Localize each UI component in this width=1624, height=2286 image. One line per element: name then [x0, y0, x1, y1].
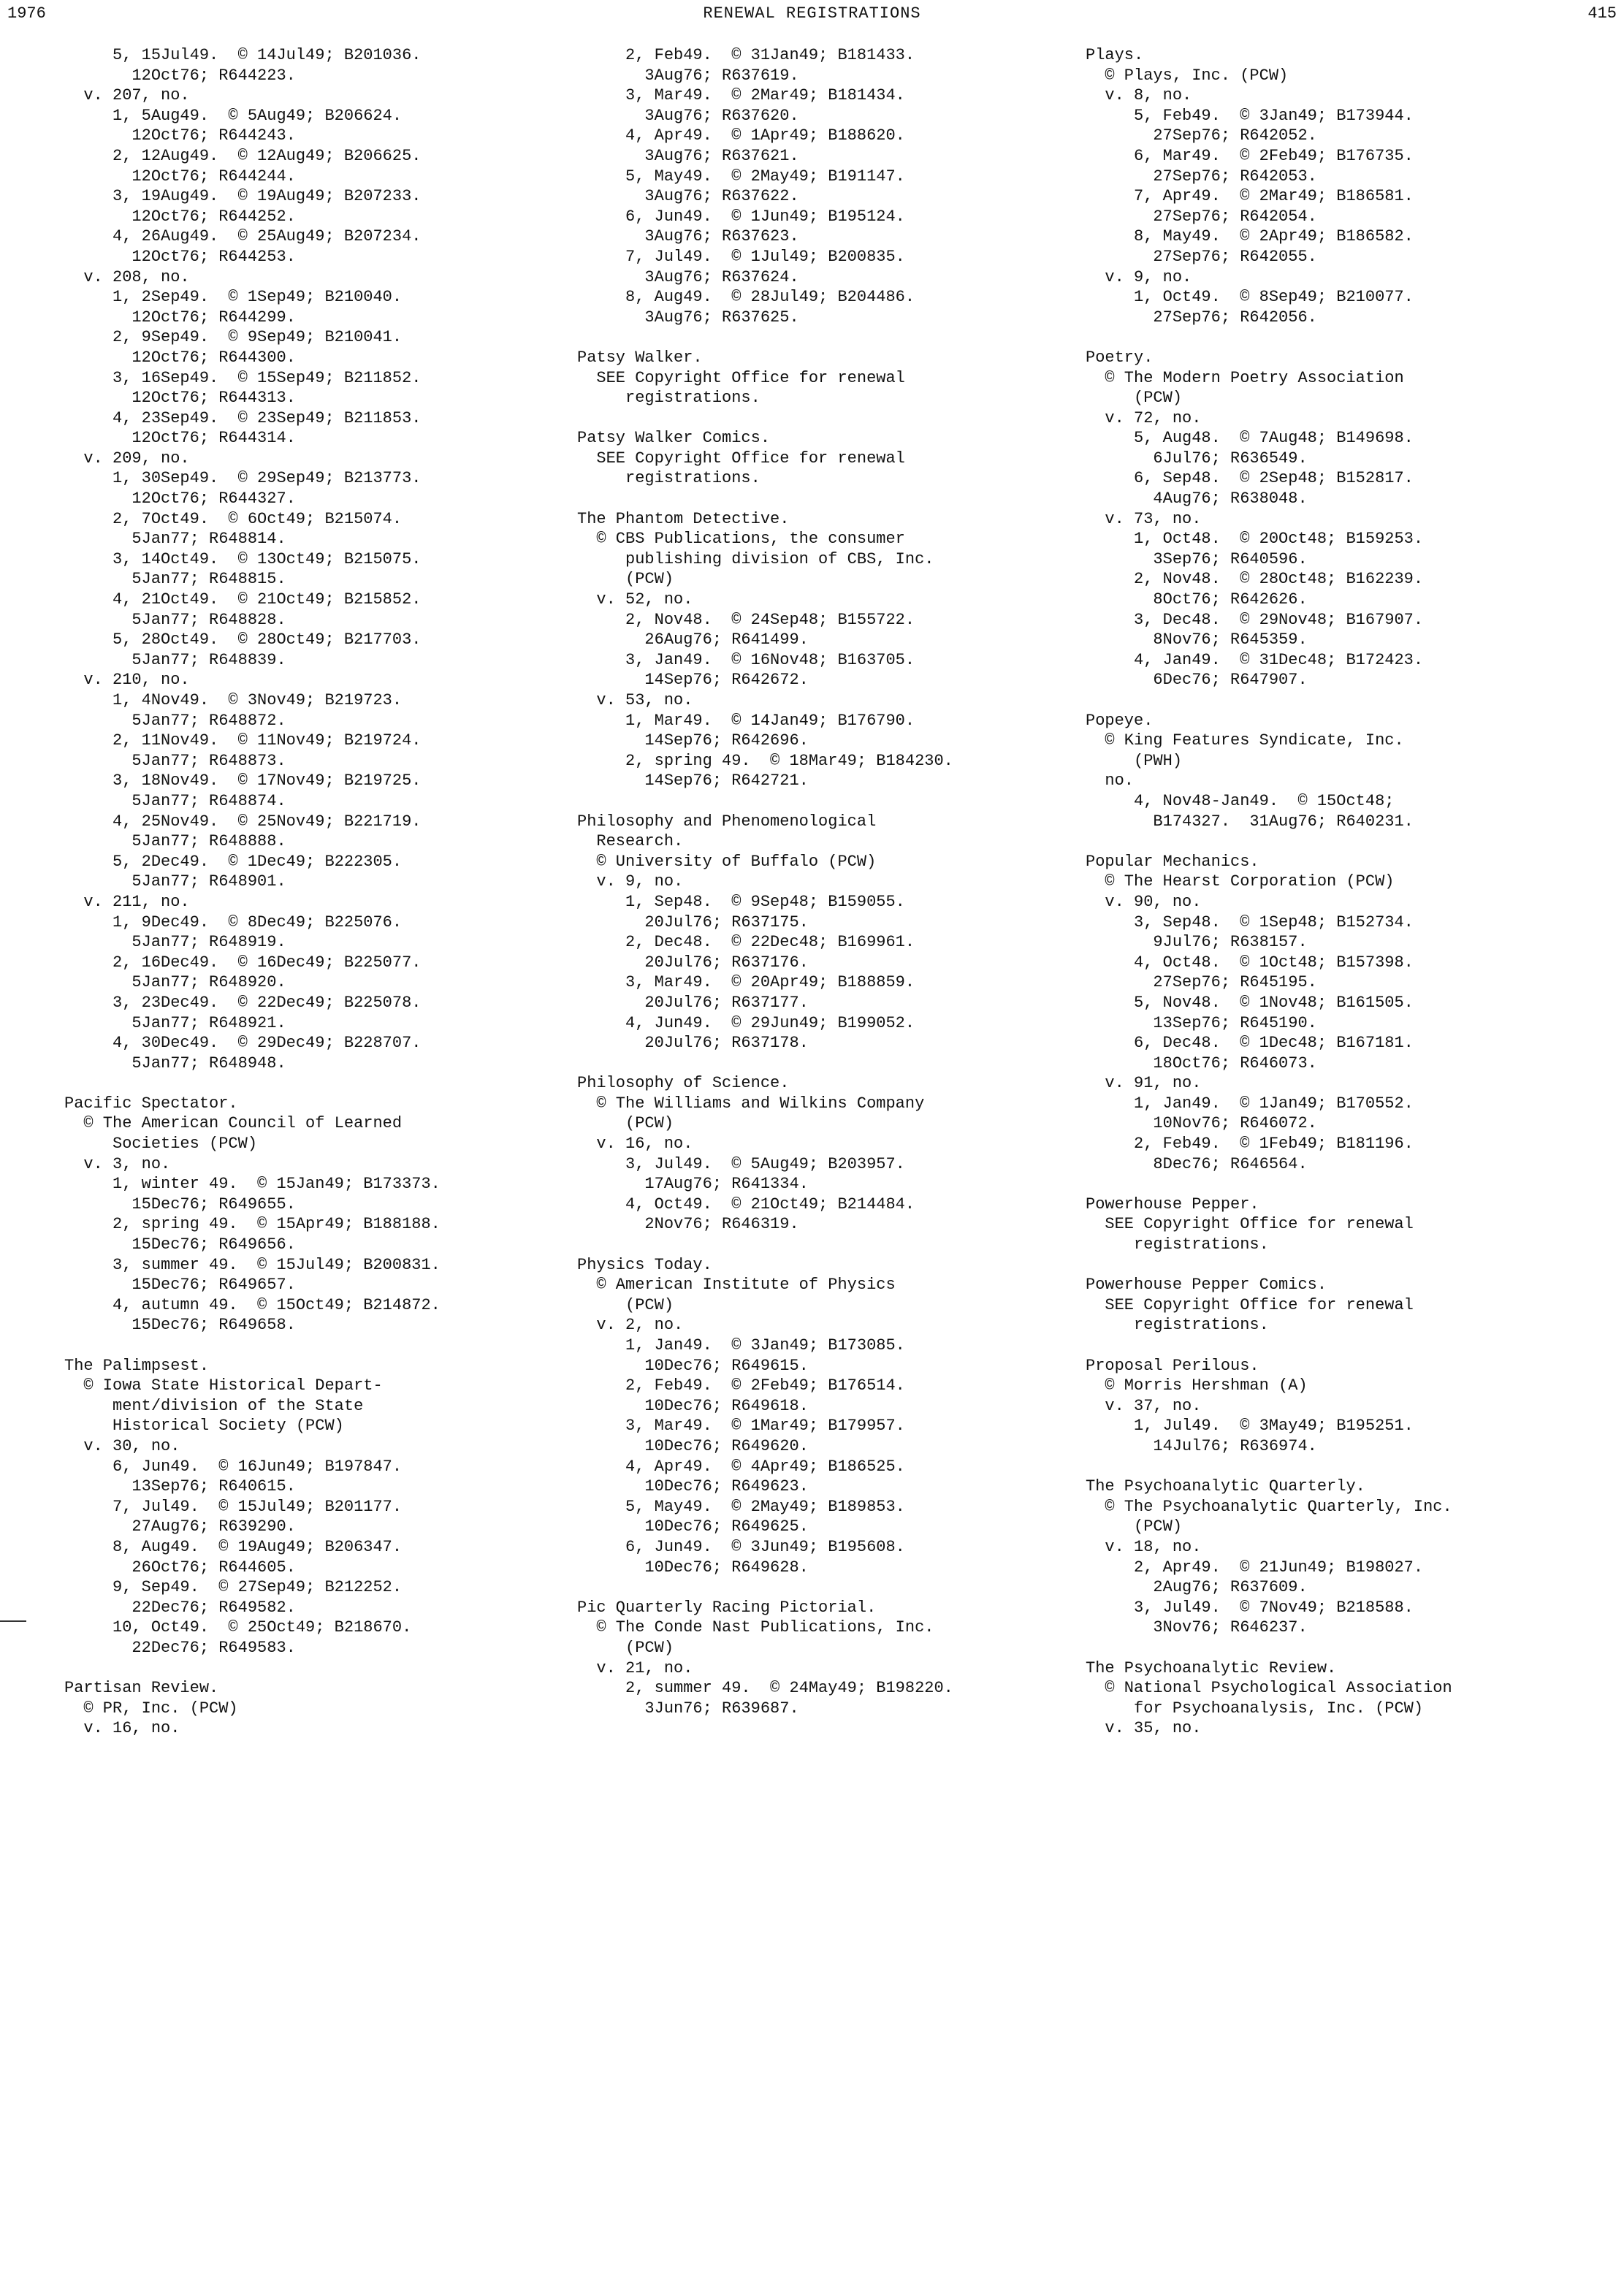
entry-line: 8, Aug49. © 28Jul49; B204486. [577, 288, 915, 307]
entry-line: 10Dec76; R649615. [577, 1356, 809, 1375]
scan-edge-rule [0, 1620, 26, 1622]
entry-line: 1, Oct49. © 8Sep49; B210077. [1086, 288, 1414, 307]
entry-line: 3, Dec48. © 29Nov48; B167907. [1086, 610, 1424, 629]
entry-line: 4, Apr49. © 1Apr49; B188620. [577, 126, 905, 145]
entry-line: 12Oct76; R644223. [64, 66, 296, 85]
entry-line: 4, Oct48. © 1Oct48; B157398. [1086, 953, 1414, 972]
entry-line: 2Nov76; R646319. [577, 1215, 799, 1234]
entry-line: 27Sep76; R645195. [1086, 973, 1317, 992]
entry-line: 3Aug76; R637619. [577, 66, 799, 85]
entry-line: 2, 16Dec49. © 16Dec49; B225077. [64, 953, 422, 972]
entry-line: 1, 2Sep49. © 1Sep49; B210040. [64, 288, 403, 307]
entry-line: 2, 9Sep49. © 9Sep49; B210041. [64, 328, 403, 347]
entry-line: Patsy Walker. [577, 348, 703, 367]
entry-line: 6, Jun49. © 1Jun49; B195124. [577, 207, 905, 226]
entry-line: Popeye. [1086, 711, 1154, 730]
entry-line: 2, Nov48. © 24Sep48; B155722. [577, 610, 915, 629]
entry-line: 5Jan77; R648828. [64, 610, 286, 629]
entry-line: v. 8, no. [1086, 86, 1192, 105]
entry-line: 3, Mar49. © 20Apr49; B188859. [577, 973, 915, 992]
entry-line: 12Oct76; R644243. [64, 126, 296, 145]
entry-line: 5, Nov48. © 1Nov48; B161505. [1086, 993, 1414, 1012]
entry-line: 5Jan77; R648874. [64, 791, 286, 810]
entry-line: 3Aug76; R637623. [577, 227, 799, 246]
entry-line: 2, Feb49. © 2Feb49; B176514. [577, 1376, 905, 1395]
entry-line: 1, 4Nov49. © 3Nov49; B219723. [64, 691, 403, 709]
registration-entry [64, 1356, 561, 1658]
entry-line: Societies (PCW) [64, 1135, 258, 1154]
entry-line: Philosophy and Phenomenological [577, 812, 877, 831]
entry-line: 6Jul76; R636549. [1086, 449, 1308, 468]
entry-line: 5Jan77; R648948. [64, 1054, 286, 1072]
entry-line: 9Jul76; R638157. [1086, 933, 1308, 952]
entry-line: 5Jan77; R648919. [64, 933, 286, 952]
entry-line: 26Aug76; R641499. [577, 630, 809, 649]
entry-line: 4, 30Dec49. © 29Dec49; B228707. [64, 1034, 422, 1053]
entry-line: registrations. [577, 469, 760, 488]
entry-line: 3Aug76; R637625. [577, 308, 799, 327]
entry-line: © American Institute of Physics [577, 1276, 896, 1295]
entry-line: 2, 7Oct49. © 6Oct49; B215074. [64, 509, 403, 528]
registration-entry [1086, 45, 1597, 327]
entry-line: 12Oct76; R644252. [64, 207, 296, 226]
entry-line: 2, summer 49. © 24May49; B198220. [577, 1679, 953, 1698]
entry-line: © The Hearst Corporation (PCW) [1086, 872, 1395, 891]
entry-line: B174327. 31Aug76; R640231. [1086, 812, 1414, 831]
entry-line: Proposal Perilous. [1086, 1356, 1259, 1375]
entry-line: 1, Oct48. © 20Oct48; B159253. [1086, 530, 1424, 549]
entry-line: 1, 5Aug49. © 5Aug49; B206624. [64, 106, 403, 125]
registration-entry [1086, 711, 1597, 832]
entry-line: Physics Today. [577, 1255, 712, 1274]
entry-line: 3, Jan49. © 16Nov48; B163705. [577, 650, 915, 669]
entry-line: 3Aug76; R637621. [577, 146, 799, 165]
entry-line: 4, 23Sep49. © 23Sep49; B211853. [64, 408, 422, 427]
entry-line: 4Aug76; R638048. [1086, 489, 1308, 508]
entry-line: 1, winter 49. © 15Jan49; B173373. [64, 1175, 441, 1194]
entry-line: © PR, Inc. (PCW) [64, 1699, 238, 1718]
entry-line: 10Nov76; R646072. [1086, 1114, 1317, 1133]
entry-line: 3, 14Oct49. © 13Oct49; B215075. [64, 549, 422, 568]
entry-line: © CBS Publications, the consumer [577, 530, 905, 549]
entry-line: 3Nov76; R646237. [1086, 1618, 1308, 1637]
entry-line: 10Dec76; R649618. [577, 1396, 809, 1415]
entry-line: v. 210, no. [64, 671, 190, 690]
entry-line: 12Oct76; R644299. [64, 308, 296, 327]
registration-entry [577, 1073, 1074, 1235]
entry-line: 2, Apr49. © 21Jun49; B198027. [1086, 1558, 1424, 1577]
registration-entry [1086, 1658, 1597, 1739]
entry-line: v. 2, no. [577, 1316, 684, 1335]
entry-line: registrations. [1086, 1235, 1269, 1254]
entry-line: 6, Mar49. © 2Feb49; B176735. [1086, 146, 1414, 165]
entry-line: 9, Sep49. © 27Sep49; B212252. [64, 1578, 403, 1597]
registration-entry [64, 1094, 561, 1336]
entry-line: 1, 30Sep49. © 29Sep49; B213773. [64, 469, 422, 488]
entry-line: 1, Jan49. © 3Jan49; B173085. [577, 1336, 905, 1355]
entry-line: 5, 28Oct49. © 28Oct49; B217703. [64, 630, 422, 649]
entry-line: 3Jun76; R639687. [577, 1699, 799, 1718]
entry-line: © The Psychoanalytic Quarterly, Inc. [1086, 1497, 1452, 1516]
entry-line: 1, 9Dec49. © 8Dec49; B225076. [64, 913, 403, 931]
entry-line: v. 211, no. [64, 892, 190, 911]
entry-line: 12Oct76; R644313. [64, 389, 296, 408]
entry-line: 2, Nov48. © 28Oct48; B162239. [1086, 570, 1424, 589]
entry-line: 3Aug76; R637624. [577, 267, 799, 286]
entry-line: 27Sep76; R642055. [1086, 247, 1317, 266]
entry-line: 4, autumn 49. © 15Oct49; B214872. [64, 1295, 441, 1314]
entry-line: 2Aug76; R637609. [1086, 1578, 1308, 1597]
entry-line: Plays. [1086, 46, 1144, 64]
entry-line: v. 53, no. [577, 691, 693, 709]
entry-line: v. 21, no. [577, 1658, 693, 1677]
entry-line: © Plays, Inc. (PCW) [1086, 66, 1289, 85]
entry-line: Poetry. [1086, 348, 1154, 367]
entry-line: © The Williams and Wilkins Company [577, 1094, 925, 1113]
entry-line: 5Jan77; R648888. [64, 832, 286, 851]
entry-line: The Palimpsest. [64, 1356, 210, 1375]
entry-line: 6, Sep48. © 2Sep48; B152817. [1086, 469, 1414, 488]
entry-line: 7, Apr49. © 2Mar49; B186581. [1086, 187, 1414, 206]
entry-line: SEE Copyright Office for renewal [1086, 1215, 1414, 1234]
entry-line: v. 35, no. [1086, 1719, 1202, 1738]
entry-line: 2, Feb49. © 31Jan49; B181433. [577, 46, 915, 64]
entry-line: 4, Jun49. © 29Jun49; B199052. [577, 1013, 915, 1032]
entry-line: The Psychoanalytic Review. [1086, 1658, 1337, 1677]
entry-line: v. 52, no. [577, 590, 693, 609]
registration-entry [577, 348, 1074, 408]
registration-entry [577, 45, 1074, 327]
entry-line: 8Nov76; R645359. [1086, 630, 1308, 649]
entry-line: 5Jan77; R648873. [64, 751, 286, 770]
entry-line: 5Jan77; R648814. [64, 530, 286, 549]
entry-line: Philosophy of Science. [577, 1074, 790, 1093]
entry-line: (PCW) [577, 1295, 674, 1314]
entry-line: 10Dec76; R649620. [577, 1436, 809, 1455]
entry-line: 1, Mar49. © 14Jan49; B176790. [577, 711, 915, 730]
entry-line: ment/division of the State [64, 1396, 364, 1415]
entry-line: 15Dec76; R649658. [64, 1316, 296, 1335]
entry-line: 3, 19Aug49. © 19Aug49; B207233. [64, 187, 422, 206]
entry-line: v. 209, no. [64, 449, 190, 468]
entry-line: 6, Jun49. © 3Jun49; B195608. [577, 1537, 905, 1556]
entry-line: 27Sep76; R642056. [1086, 308, 1317, 327]
entry-line: (PCW) [1086, 1517, 1183, 1536]
entry-line: v. 91, no. [1086, 1074, 1202, 1093]
entry-line: 5, 2Dec49. © 1Dec49; B222305. [64, 852, 403, 871]
entry-line: 8, May49. © 2Apr49; B186582. [1086, 227, 1414, 246]
page-header [0, 0, 1624, 29]
entry-line: 15Dec76; R649656. [64, 1235, 296, 1254]
header-page-number: 415 [1587, 4, 1617, 23]
entry-line: 27Sep76; R642052. [1086, 126, 1317, 145]
registration-entry [577, 428, 1074, 489]
entry-line: 26Oct76; R644605. [64, 1558, 296, 1577]
entry-line: 20Jul76; R637176. [577, 953, 809, 972]
entry-line: Patsy Walker Comics. [577, 429, 771, 448]
entry-line: 20Jul76; R637175. [577, 913, 809, 931]
entry-line: 5, Aug48. © 7Aug48; B149698. [1086, 429, 1414, 448]
entry-line: v. 90, no. [1086, 892, 1202, 911]
entry-line: 3Sep76; R640596. [1086, 549, 1308, 568]
entry-line: registrations. [1086, 1316, 1269, 1335]
entry-line: 3Aug76; R637620. [577, 106, 799, 125]
column-3 [1086, 45, 1597, 1759]
registration-entry [1086, 1275, 1597, 1336]
entry-line: 1, Jan49. © 1Jan49; B170552. [1086, 1094, 1414, 1113]
entry-line: v. 16, no. [64, 1719, 180, 1738]
entry-line: 3, 23Dec49. © 22Dec49; B225078. [64, 993, 422, 1012]
entry-line: 1, Sep48. © 9Sep48; B159055. [577, 892, 905, 911]
entry-line: 5Jan77; R648872. [64, 711, 286, 730]
entry-line: 12Oct76; R644253. [64, 247, 296, 266]
entry-line: 4, 21Oct49. © 21Oct49; B215852. [64, 590, 422, 609]
entry-line: 5Jan77; R648901. [64, 872, 286, 891]
entry-line: The Psychoanalytic Quarterly. [1086, 1477, 1365, 1496]
entry-line: 3, 18Nov49. © 17Nov49; B219725. [64, 771, 422, 790]
entry-line: 10Dec76; R649628. [577, 1558, 809, 1577]
entry-line: 2, 12Aug49. © 12Aug49; B206625. [64, 146, 422, 165]
registration-entry [64, 1678, 561, 1739]
entry-line: 5Jan77; R648921. [64, 1013, 286, 1032]
entry-line: © Morris Hershman (A) [1086, 1376, 1308, 1395]
entry-line: 20Jul76; R637177. [577, 993, 809, 1012]
entry-line: v. 9, no. [577, 872, 684, 891]
entry-line: 3, Jul49. © 5Aug49; B203957. [577, 1154, 905, 1173]
entry-line: © The American Council of Learned [64, 1114, 403, 1133]
entry-line: © The Modern Poetry Association [1086, 368, 1404, 387]
entry-line: 12Oct76; R644244. [64, 167, 296, 186]
entry-line: 2, 11Nov49. © 11Nov49; B219724. [64, 731, 422, 750]
entry-line: for Psychoanalysis, Inc. (PCW) [1086, 1699, 1424, 1718]
entry-line: v. 72, no. [1086, 408, 1202, 427]
entry-line: © Iowa State Historical Depart- [64, 1376, 383, 1395]
column-2 [577, 45, 1074, 1739]
entry-line: 12Oct76; R644314. [64, 429, 296, 448]
entry-line: 5, May49. © 2May49; B191147. [577, 167, 905, 186]
registration-entry [1086, 852, 1597, 1175]
entry-line: 6Dec76; R647907. [1086, 671, 1308, 690]
registration-entry [577, 509, 1074, 791]
entry-line: v. 3, no. [64, 1154, 171, 1173]
entry-line: 15Dec76; R649655. [64, 1195, 296, 1214]
entry-line: v. 16, no. [577, 1135, 693, 1154]
entry-line: © National Psychological Association [1086, 1679, 1452, 1698]
entry-line: 4, Oct49. © 21Oct49; B214484. [577, 1195, 915, 1214]
entry-line: Pacific Spectator. [64, 1094, 238, 1113]
entry-line: (PCW) [577, 570, 674, 589]
entry-line: registrations. [577, 389, 760, 408]
entry-line: (PCW) [1086, 389, 1183, 408]
entry-line: 5Jan77; R648920. [64, 973, 286, 992]
entry-line: Partisan Review. [64, 1679, 219, 1698]
entry-line: 4, 26Aug49. © 25Aug49; B207234. [64, 227, 422, 246]
entry-line: v. 37, no. [1086, 1396, 1202, 1415]
entry-line: 2, Feb49. © 1Feb49; B181196. [1086, 1135, 1414, 1154]
registration-entry [64, 45, 561, 1073]
entry-line: © The Conde Nast Publications, Inc. [577, 1618, 934, 1637]
entry-line: 3, Mar49. © 2Mar49; B181434. [577, 86, 905, 105]
entry-line: 8Dec76; R646564. [1086, 1154, 1308, 1173]
entry-line: The Phantom Detective. [577, 509, 790, 528]
entry-line: 14Sep76; R642696. [577, 731, 809, 750]
header-year: 1976 [7, 4, 46, 23]
entry-line: 2, spring 49. © 15Apr49; B188188. [64, 1215, 441, 1234]
entry-line: SEE Copyright Office for renewal [577, 368, 905, 387]
registration-entry [577, 1255, 1074, 1578]
entry-line: Powerhouse Pepper. [1086, 1195, 1259, 1214]
entry-line: 12Oct76; R644327. [64, 489, 296, 508]
entry-line: 6, Jun49. © 16Jun49; B197847. [64, 1457, 403, 1476]
entry-line: 4, Apr49. © 4Apr49; B186525. [577, 1457, 905, 1476]
entry-line: v. 207, no. [64, 86, 190, 105]
entry-line: 20Jul76; R637178. [577, 1034, 809, 1053]
entry-line: 17Aug76; R641334. [577, 1175, 809, 1194]
entry-line: 27Aug76; R639290. [64, 1517, 296, 1536]
entry-line: SEE Copyright Office for renewal [577, 449, 905, 468]
entry-line: (PWH) [1086, 751, 1183, 770]
registration-entry [1086, 1195, 1597, 1255]
entry-line: © King Features Syndicate, Inc. [1086, 731, 1404, 750]
entry-line: 5Jan77; R648815. [64, 570, 286, 589]
entry-line: 2, spring 49. © 18Mar49; B184230. [577, 751, 953, 770]
entry-line: Popular Mechanics. [1086, 852, 1259, 871]
entry-line: 22Dec76; R649582. [64, 1598, 296, 1617]
entry-line: 8Oct76; R642626. [1086, 590, 1308, 609]
entry-line: © University of Buffalo (PCW) [577, 852, 877, 871]
entry-line: 4, 25Nov49. © 25Nov49; B221719. [64, 812, 422, 831]
entry-line: 6, Dec48. © 1Dec48; B167181. [1086, 1034, 1414, 1053]
entry-line: 3, Sep48. © 1Sep48; B152734. [1086, 913, 1414, 931]
entry-line: (PCW) [577, 1114, 674, 1133]
entry-line: 8, Aug49. © 19Aug49; B206347. [64, 1537, 403, 1556]
entry-line: 5Jan77; R648839. [64, 650, 286, 669]
entry-line: 3Aug76; R637622. [577, 187, 799, 206]
entry-line: 5, Feb49. © 3Jan49; B173944. [1086, 106, 1414, 125]
entry-line: 4, Nov48-Jan49. © 15Oct48; [1086, 791, 1395, 810]
entry-line: 5, May49. © 2May49; B189853. [577, 1497, 905, 1516]
registration-entry [1086, 1356, 1597, 1457]
entry-line: 14Sep76; R642721. [577, 771, 809, 790]
scan-edge-marks [0, 0, 29, 2286]
entry-line: v. 9, no. [1086, 267, 1192, 286]
entry-line: 3, 16Sep49. © 15Sep49; B211852. [64, 368, 422, 387]
registration-entry [577, 1598, 1074, 1719]
entry-line: v. 30, no. [64, 1436, 180, 1455]
entry-line: v. 18, no. [1086, 1537, 1202, 1556]
entry-line: 3, Jul49. © 7Nov49; B218588. [1086, 1598, 1414, 1617]
entry-line: Research. [577, 832, 684, 851]
entry-line: 7, Jul49. © 15Jul49; B201177. [64, 1497, 403, 1516]
header-title: RENEWAL REGISTRATIONS [703, 4, 921, 23]
entry-line: 18Oct76; R646073. [1086, 1054, 1317, 1072]
entry-line: 15Dec76; R649657. [64, 1276, 296, 1295]
entry-line: no. [1086, 771, 1135, 790]
entry-line: 14Jul76; R636974. [1086, 1436, 1317, 1455]
registration-entry [1086, 348, 1597, 690]
entry-line: 3, summer 49. © 15Jul49; B200831. [64, 1255, 441, 1274]
entry-line: v. 208, no. [64, 267, 190, 286]
entry-line: 10Dec76; R649625. [577, 1517, 809, 1536]
entry-line: 1, Jul49. © 3May49; B195251. [1086, 1417, 1414, 1436]
entry-line: 13Sep76; R645190. [1086, 1013, 1317, 1032]
entry-line: 22Dec76; R649583. [64, 1638, 296, 1657]
entry-line: 14Sep76; R642672. [577, 671, 809, 690]
entry-line: publishing division of CBS, Inc. [577, 549, 934, 568]
entry-line: 7, Jul49. © 1Jul49; B200835. [577, 247, 905, 266]
entry-line: 2, Dec48. © 22Dec48; B169961. [577, 933, 915, 952]
entry-line: 10Dec76; R649623. [577, 1477, 809, 1496]
entry-line: SEE Copyright Office for renewal [1086, 1295, 1414, 1314]
entry-line: Pic Quarterly Racing Pictorial. [577, 1598, 877, 1617]
entry-line: Powerhouse Pepper Comics. [1086, 1276, 1327, 1295]
entry-line: 10, Oct49. © 25Oct49; B218670. [64, 1618, 412, 1637]
entry-line: 5, 15Jul49. © 14Jul49; B201036. [64, 46, 422, 64]
entry-line: Historical Society (PCW) [64, 1417, 344, 1436]
entry-line: 12Oct76; R644300. [64, 348, 296, 367]
entry-line: 27Sep76; R642054. [1086, 207, 1317, 226]
entry-line: 27Sep76; R642053. [1086, 167, 1317, 186]
registration-entry [1086, 1477, 1597, 1638]
entry-line: v. 73, no. [1086, 509, 1202, 528]
registration-entry [577, 812, 1074, 1054]
entry-line: 4, Jan49. © 31Dec48; B172423. [1086, 650, 1424, 669]
column-1 [64, 45, 561, 1759]
entry-line: 3, Mar49. © 1Mar49; B179957. [577, 1417, 905, 1436]
entry-line: (PCW) [577, 1638, 674, 1657]
entry-line: 13Sep76; R640615. [64, 1477, 296, 1496]
